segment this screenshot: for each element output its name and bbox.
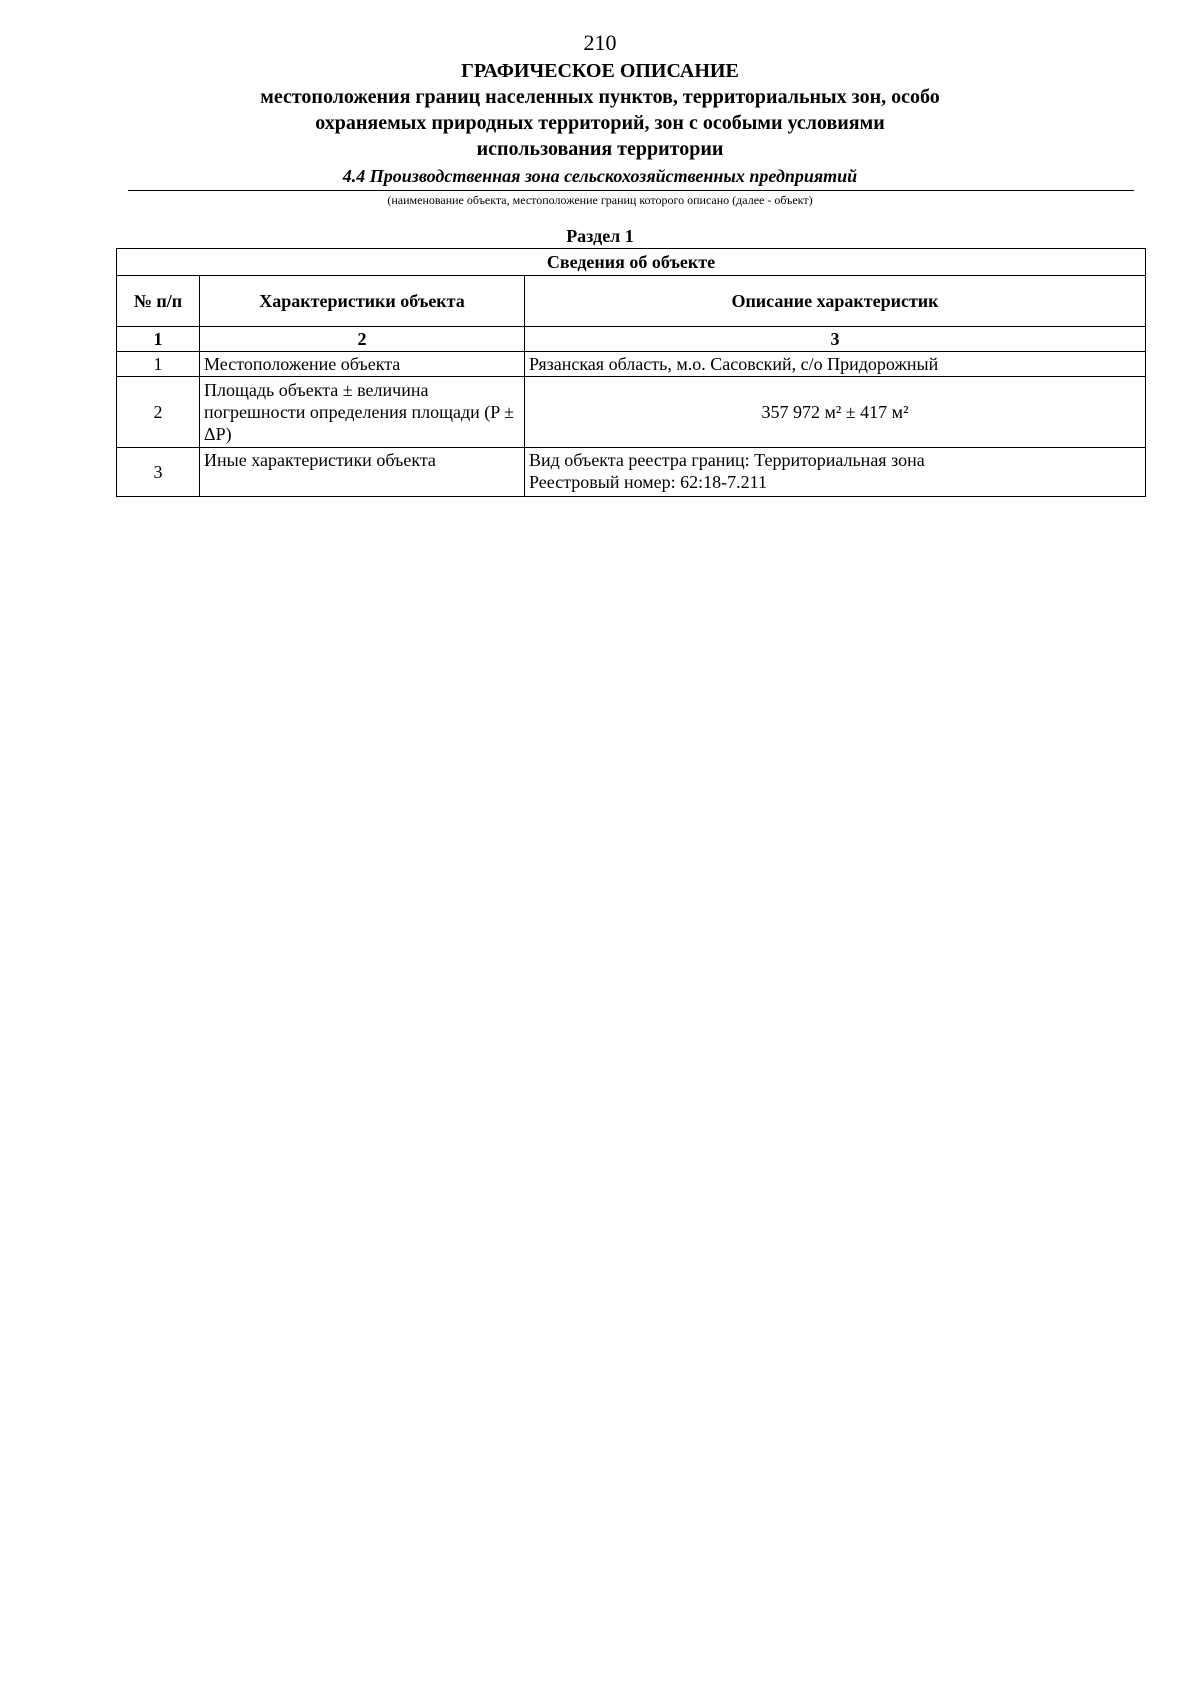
page-number: 210 (583, 30, 617, 55)
object-caption: (наименование объекта, местоположение границ которого описано (далее - объект) (387, 193, 813, 207)
row-description (525, 377, 1146, 448)
object-name: 4.4 Производственная зона сельскохозяйственных предприятий (342, 166, 858, 186)
description-line: Вид объекта реестра границ: Территориальная зона (529, 450, 925, 470)
description-line: Реестровый номер: 62:18-7.211 (529, 472, 767, 492)
row-number: 2 (117, 377, 200, 448)
table-row (117, 377, 1146, 448)
table-row (117, 352, 1146, 377)
table-caption: Сведения об объекте (117, 249, 1146, 276)
row-characteristic: Площадь объекта ± величина погрешности определения площади (P ± ΔP) (200, 377, 525, 448)
column-header-description: Описание характеристик (525, 276, 1146, 327)
table-column-numbers-row (117, 327, 1146, 352)
column-number: 2 (200, 327, 525, 352)
column-number: 1 (117, 327, 200, 352)
row-number: 1 (117, 352, 200, 377)
row-characteristic: Иные характеристики объекта (200, 448, 525, 497)
section-title: Раздел 1 (566, 226, 634, 246)
row-description (525, 448, 1146, 497)
description-line: 357 972 м² ± 417 м² (761, 402, 909, 422)
column-number: 3 (525, 327, 1146, 352)
description-line: Рязанская область, м.о. Сасовский, с/о Придорожный (529, 354, 939, 374)
document-title: ГРАФИЧЕСКОЕ ОПИСАНИЕ (461, 60, 739, 82)
divider-line (128, 190, 1134, 191)
object-info-table (116, 248, 1146, 497)
column-header-characteristic: Характеристики объекта (200, 276, 525, 327)
row-characteristic: Местоположение объекта (200, 352, 525, 377)
table-row (117, 448, 1146, 497)
table-header-row (117, 276, 1146, 327)
document-subtitle: местоположения границ населенных пунктов, территориальных зон, особо охраняемых природных территорий, зон с особыми условиями использования территории (260, 86, 940, 160)
document-header (0, 58, 1200, 188)
column-header-num: № п/п (117, 276, 200, 327)
table-caption-row (117, 249, 1146, 276)
row-number: 3 (117, 448, 200, 497)
row-description (525, 352, 1146, 377)
